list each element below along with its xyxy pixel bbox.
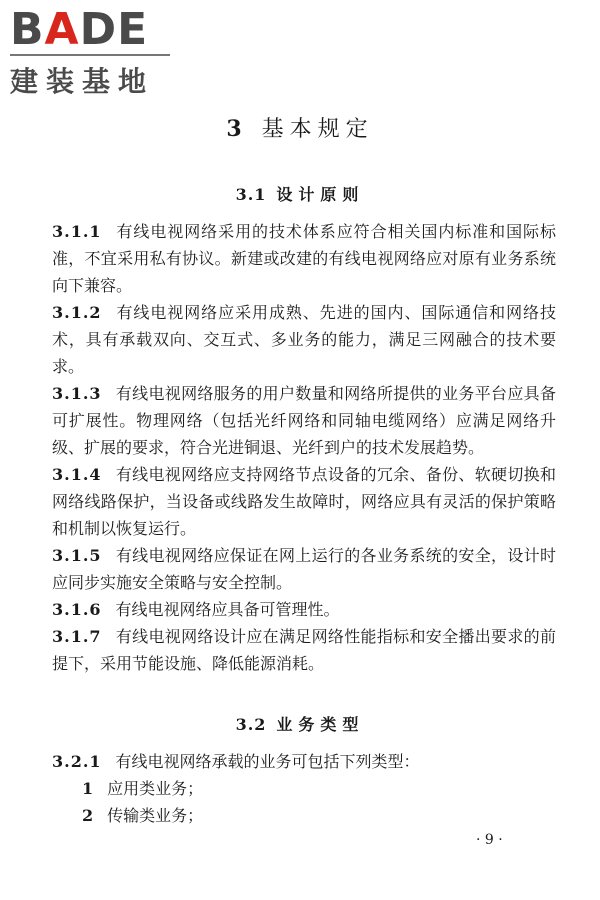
clause-number: 3.1.3 — [52, 384, 102, 403]
clause-text: 有线电视网络采用的技术体系应符合相关国内标准和国际标准，不宜采用私有协议。新建或改建的有线电视网络应对原有业务系统向下兼容。 — [52, 222, 556, 295]
clause — [52, 299, 556, 380]
list-item — [52, 775, 556, 802]
page-number: · 9 · — [476, 832, 503, 848]
clause-number: 3.1.4 — [52, 465, 102, 484]
clause-text: 有线电视网络承载的业务可包括下列类型： — [115, 752, 420, 771]
section-number: 3.1 — [235, 185, 267, 204]
item-text: 应用类业务； — [107, 779, 204, 798]
clause-number: 3.2.1 — [52, 752, 102, 771]
item-text: 传输类业务； — [107, 806, 204, 825]
clause — [52, 748, 556, 775]
clause — [52, 623, 556, 677]
item-number: 2 — [82, 806, 94, 825]
clause-number: 3.1.7 — [52, 627, 102, 646]
clause-number: 3.1.2 — [52, 303, 102, 322]
section-number: 3.2 — [235, 715, 267, 734]
clause-text: 有线电视网络应具备可管理性。 — [115, 600, 340, 619]
item-number: 1 — [82, 779, 94, 798]
clause-number: 3.1.5 — [52, 546, 102, 565]
section-title: 业务类型 — [276, 715, 365, 734]
logo-letter-b: B — [10, 4, 45, 55]
clause-text: 有线电视网络应采用成熟、先进的国内、国际通信和网络技术，具有承载双向、交互式、多业务的能力，满足三网融合的技术要求。 — [52, 303, 556, 376]
clause — [52, 542, 556, 596]
clause — [52, 380, 556, 461]
logo-chinese: 建装基地 — [10, 65, 155, 98]
section-heading — [0, 182, 600, 205]
clause-text: 有线电视网络应支持网络节点设备的冗余、备份、软硬切换和网络线路保护，当设备或线路发生故障时，网络应具有灵活的保护策略和机制以恢复运行。 — [52, 465, 556, 538]
section-title: 设计原则 — [276, 185, 365, 204]
clause-number: 3.1.6 — [52, 600, 102, 619]
logo-letter-a: A — [44, 4, 80, 55]
chapter-title: 基本规定 — [261, 117, 374, 142]
clause — [52, 461, 556, 542]
clause-text: 有线电视网络服务的用户数量和网络所提供的业务平台应具备可扩展性。物理网络（包括光纤网络和同轴电缆网络）应满足网络升级、扩展的要求，符合光进铜退、光纤到户的技术发展趋势。 — [52, 384, 556, 457]
list-item — [52, 802, 556, 829]
section-body — [52, 218, 556, 677]
section-body — [52, 748, 556, 829]
clause-number: 3.1.1 — [52, 222, 102, 241]
logo-wordmark — [10, 4, 180, 55]
brand-logo — [10, 4, 180, 100]
logo-letters-de: DE — [79, 4, 149, 55]
section-heading — [0, 712, 600, 735]
clause-text: 有线电视网络应保证在网上运行的各业务系统的安全，设计时应同步实施安全策略与安全控制。 — [52, 546, 556, 592]
clause — [52, 218, 556, 299]
clause-text: 有线电视网络设计应在满足网络性能指标和安全播出要求的前提下，采用节能设施、降低能源消耗。 — [52, 627, 556, 673]
chapter-heading — [0, 112, 600, 143]
chapter-number: 3 — [226, 116, 248, 142]
clause — [52, 596, 556, 623]
